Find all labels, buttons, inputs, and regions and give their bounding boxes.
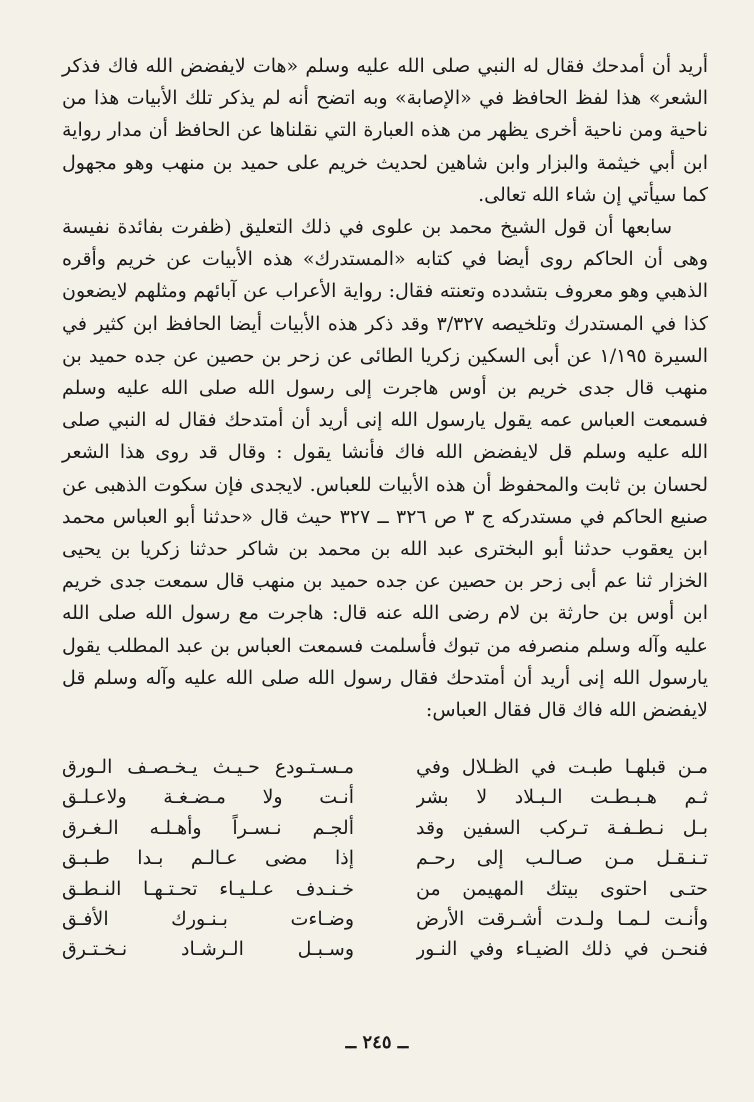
verse-line-first: مـن قبلهـا طبـت في الظـلال وفي [416,756,708,778]
verse-line-second: وسـبـل الـرشـاد نـخـتـرق [62,938,354,961]
verse-line-first: بـل نـطـفـة تـركب السفين وقد [416,816,708,839]
poem-block [62,752,708,965]
verse-line-second: وضـاءت بـنـورك الأفـق [62,907,354,930]
poem-second-hemistichs [62,752,354,965]
verse-line-second: خـنـدف عـلـيـاء تحـتـهـا النـطـق [62,877,354,900]
verse-line-first: فنحـن في ذلك الضيـاء وفي النـور [416,938,708,961]
verse-line-first: حتـى احتوى بيتك المهيمن من [416,877,708,900]
verse-line-first: تـنـقـل مـن صـالـب إلى رحـم [416,847,708,870]
page-number: ــ ٢٤٥ ــ [345,1032,409,1053]
verse-line-second: ألجـم نـسـراً وأهـلـه الـغـرق [62,816,354,839]
paragraph-1: أريد أن أمدحك فقال له النبي صلى الله عليه وسلم «هات لايفضض الله فاك فذكر الشعر» هذا لفظ الحافظ في «الإصابة» وبه اتضح أنه لم يذكر تلك الأبيات هذا من ناحية ومن ناحية أخرى يظهر من هذه العبارة التي نقلناها عن الحافظ أن مدار رواية ابن أبي خيثمة والبزار وابن شاهين لحديث خريم على حميد بن منهب وهو مجهول كما سيأتي إن شاء الله تعالى. [62,55,708,206]
verse-line-second: أنـت ولا مـضـغـة ولاعـلـق [62,786,354,809]
verse-line-second: إذا مضى عـالـم بـدا طـبـق [62,847,354,870]
paragraph-2: سابعها أن قول الشيخ محمد بن علوى في ذلك التعليق (ظفرت بفائدة نفيسة وهى أن الحاكم روى أيضا في كتابه «المستدرك» هذه الأبيات عن خريم وأقره الذهبي وهو معروف بتشدده وتعنته فقال: رواية الأعراب عن آبائهم ومثلهم لايضعون كذا في المستدرك وتلخيصه ٣/٣٢٧ وقد ذكر هذه الأبيات أيضا الحافظ ابن كثير في السيرة ١/١٩٥ عن أبى السكين زكريا الطائى عن زحر بن حصين عن جده حميد بن منهب قال جدى خريم بن أوس هاجرت إلى رسول الله صلى الله عليه وسلم فسمعت العباس عمه يقول يارسول الله إنى أريد أن أمتدحك فقال له النبي صلى الله عليه وسلم قل لايفضض الله فاك فأنشا يقول : وقال قد روى هذا الشعر لحسان بن ثابت والمحفوظ أن هذه الأبيات للعباس. لايجدى فإن سكوت الذهبى عن صنيع الحاكم في مستدركه ج ٣ ص ٣٢٦ ــ ٣٢٧ حيث قال «حدثنا أبو العباس محمد ابن يعقوب حدثنا أبو البخترى عبد الله بن محمد بن شاكر حدثنا زكريا بن يحيى الخزار ثنا عم أبى زحر بن حصين عن جده حميد بن منهب قال سمعت جدى خريم ابن أوس بن حارثة بن لام رضى الله عنه قال: هاجرت مع رسول الله صلى الله عليه وآله وسلم منصرفه من تبوك فأسلمت فسمعت العباس بن عبد المطلب يقول يارسول الله إنى أريد أن أمتدحك فقال رسول الله صلى الله عليه وآله وسلم قل لايفضض الله فاك قال فقال العباس: [62,216,709,722]
verse-line-first: وأنـت لـمـا ولـدت أشـرقت الأرض [416,907,708,930]
prose-text [62,50,708,726]
poem-first-hemistichs [416,752,708,965]
verse-line-first: ثـم هـبـطـت الـبـلاد لا بشر [416,786,708,809]
verse-line-second: مـسـتـودع حـيـث يـخـصـف الـورق [62,756,354,778]
